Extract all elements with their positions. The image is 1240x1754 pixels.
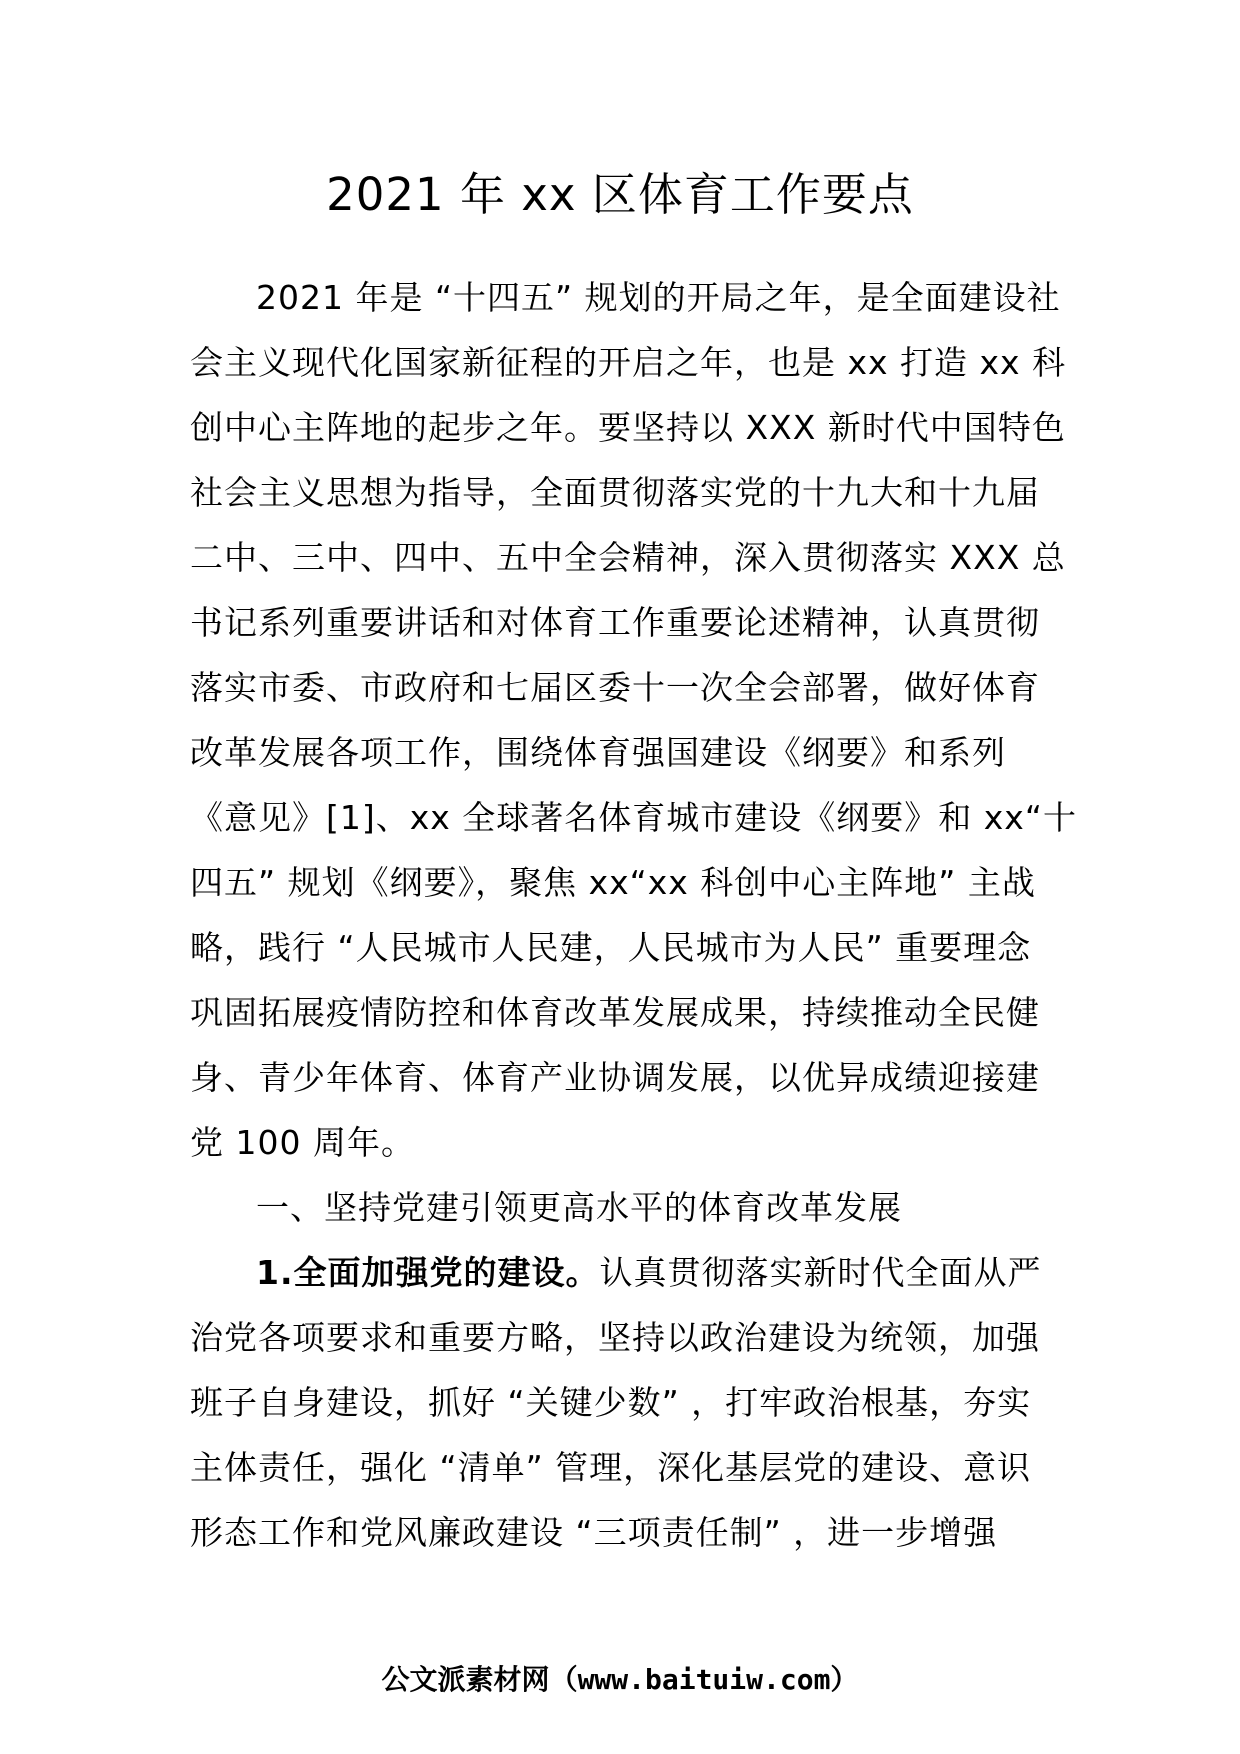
paragraph-line: 改革发展各项工作，围绕体育强国建设《纲要》和系列 <box>190 733 1006 772</box>
item-first-line <box>190 1240 1060 1305</box>
paragraph-line: 《意见》[1]、xx 全球著名体育城市建设《纲要》和 xx“十 <box>190 798 1077 837</box>
item-line: 班子自身建设，抓好 “关键少数” ，打牢政治根基，夯实 <box>190 1383 1032 1422</box>
paragraph-line: 社会主义思想为指导，全面贯彻落实党的十九大和十九届 <box>190 473 1040 512</box>
footer-watermark <box>0 1655 1240 1705</box>
paragraph-line: 略，践行 “人民城市人民建，人民城市为人民” 重要理念 <box>190 928 1032 967</box>
paragraph-line: 会主义现代化国家新征程的开启之年，也是 xx 打造 xx 科 <box>190 343 1067 382</box>
paragraph-line: 党 100 周年。 <box>190 1123 415 1162</box>
item-line: 治党各项要求和重要方略，坚持以政治建设为统领，加强 <box>190 1318 1040 1357</box>
paragraph-line: 二中、三中、四中、五中全会精神，深入贯彻落实 XXX 总 <box>190 538 1066 577</box>
paragraph-line: 身、青少年体育、体育产业协调发展，以优异成绩迎接建 <box>190 1058 1040 1097</box>
item-line: 形态工作和党风廉政建设 “三项责任制” ，进一步增强 <box>190 1513 998 1552</box>
footer-site-name: 公文派素材网 <box>381 1663 550 1696</box>
paragraph-line: 四五” 规划《纲要》，聚焦 xx“xx 科创中心主阵地” 主战 <box>190 863 1036 902</box>
document-body <box>190 265 1077 1565</box>
paragraph-line: 创中心主阵地的起步之年。要坚持以 XXX 新时代中国特色 <box>190 408 1066 447</box>
paragraph-line: 巩固拓展疫情防控和体育改革发展成果，持续推动全民健 <box>190 993 1040 1032</box>
item-text: 认真贯彻落实新时代全面从严 <box>599 1253 1042 1292</box>
section-heading: 一、坚持党建引领更高水平的体育改革发展 <box>256 1188 902 1227</box>
footer-url: （www.baituiw.com） <box>549 1663 859 1696</box>
paragraph-line: 2021 年是 “十四五” 规划的开局之年，是全面建设社 <box>256 278 1061 317</box>
item-heading: 1.全面加强党的建设。 <box>256 1253 600 1292</box>
paragraph-line: 书记系列重要讲话和对体育工作重要论述精神，认真贯彻 <box>190 603 1040 642</box>
paragraph-line: 落实市委、市政府和七届区委十一次全会部署，做好体育 <box>190 668 1040 707</box>
item-line: 主体责任，强化 “清单” 管理，深化基层党的建设、意识 <box>190 1448 1032 1487</box>
document-title: 2021 年 xx 区体育工作要点 <box>326 168 914 221</box>
